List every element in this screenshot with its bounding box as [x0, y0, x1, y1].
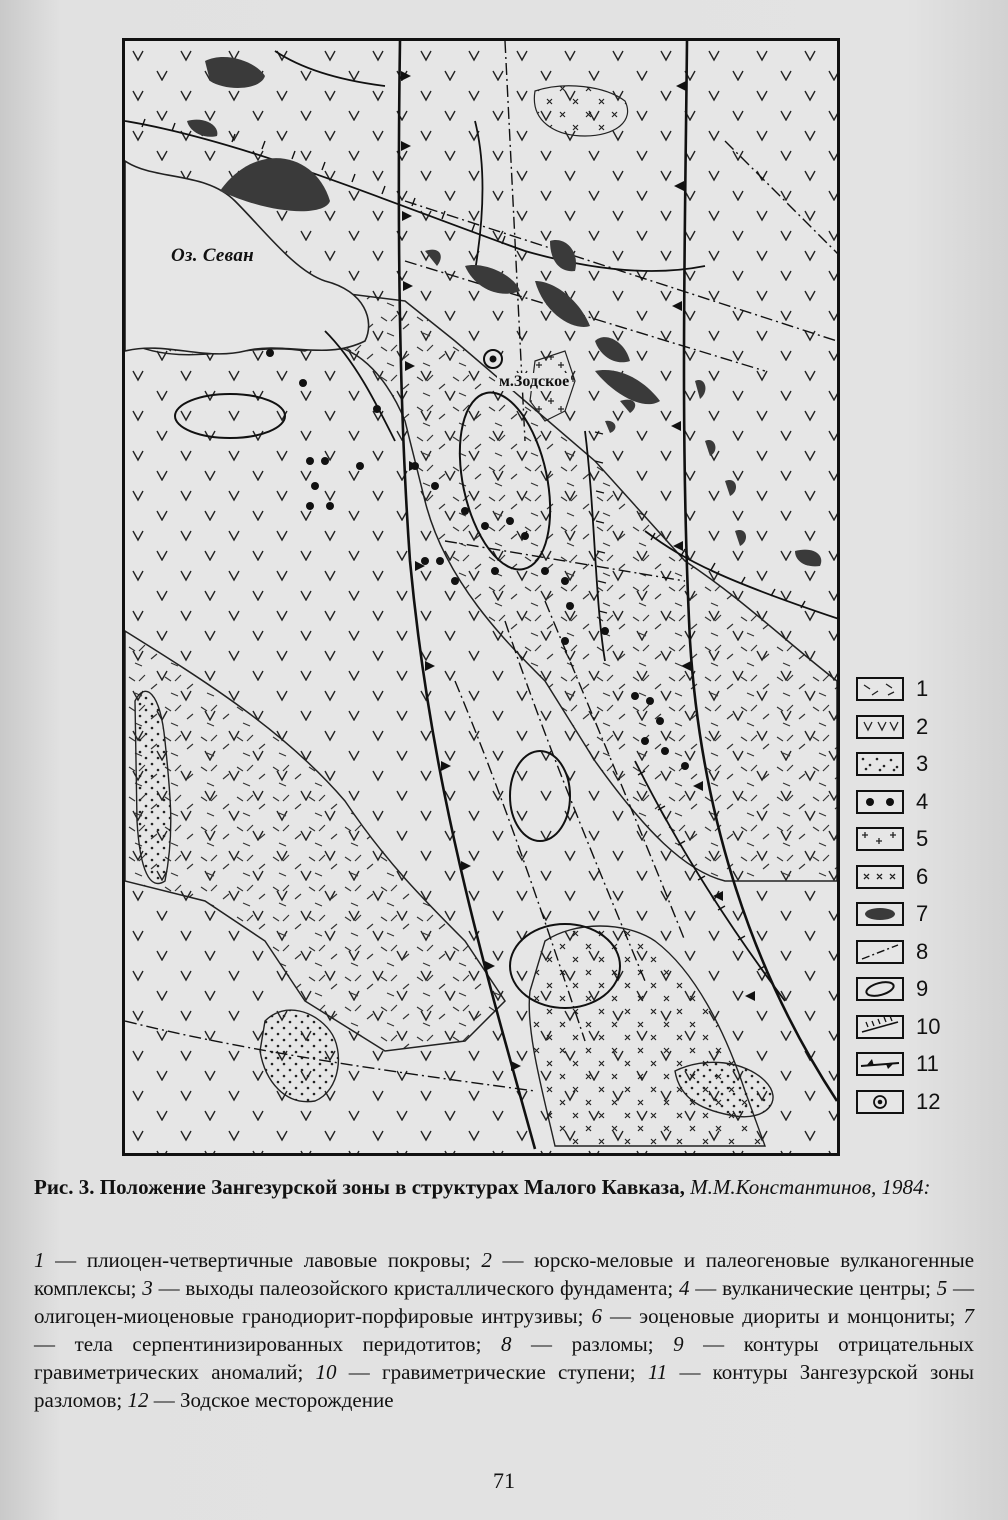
legend-item-4	[856, 787, 966, 825]
legend-item-12	[856, 1087, 966, 1125]
item-text: эоценовые диориты и монцониты;	[639, 1304, 956, 1328]
page-number: 71	[493, 1468, 515, 1493]
legend-item-2	[856, 712, 966, 750]
item-text: тела серпентинизированных перидотитов;	[74, 1332, 482, 1356]
map-legend	[856, 674, 966, 1124]
zod-deposit-label: м.Зодское	[499, 373, 570, 390]
item-number: 4	[679, 1276, 690, 1300]
legend-number: 10	[916, 1013, 941, 1039]
item-text: контуры отрицательных гравиметрических аномалий;	[34, 1332, 974, 1384]
item-number: 5	[936, 1276, 948, 1300]
legend-swatch-fault-zone	[856, 1052, 904, 1076]
legend-number: 11	[916, 1051, 939, 1076]
legend-swatch-peridotite	[856, 902, 904, 926]
geological-map	[122, 38, 840, 1156]
item-text: плиоцен-четвертичные лавовые покровы;	[86, 1248, 471, 1272]
map-drawing	[125, 41, 837, 1153]
legend-swatch-gravimetric-step	[856, 1015, 904, 1039]
legend-item-3	[856, 749, 966, 787]
legend-number: 3	[916, 751, 929, 776]
legend-item-5	[856, 824, 966, 862]
legend-number: 9	[916, 976, 929, 1001]
item-text: Зодское месторождение	[180, 1388, 394, 1412]
legend-item-6	[856, 862, 966, 900]
item-text: вулканические центры;	[722, 1276, 931, 1300]
legend-swatch-anomaly	[856, 977, 904, 1001]
legend-item-8	[856, 937, 966, 975]
legend-item-10	[856, 1012, 966, 1050]
legend-item-9	[856, 974, 966, 1012]
item-number: 1	[34, 1248, 45, 1272]
legend-number: 12	[916, 1088, 941, 1114]
item-text: контуры Зангезурской зоны разломов;	[34, 1360, 975, 1412]
legend-number: 1	[916, 676, 929, 701]
legend-number: 2	[916, 713, 929, 739]
legend-swatch-granodiorite	[856, 827, 904, 851]
item-text: разломы;	[571, 1332, 654, 1356]
item-text: олигоцен-миоценовые гранодиорит-порфировые интрузивы;	[34, 1304, 584, 1328]
item-number: 7	[963, 1304, 974, 1328]
caption-author: М.М.Константинов, 1984:	[690, 1175, 931, 1199]
figure-caption	[34, 1174, 974, 1200]
legend-item-11	[856, 1049, 966, 1087]
item-number: 12	[127, 1388, 149, 1412]
legend-swatch-basement	[856, 752, 904, 776]
item-number: 10	[315, 1360, 337, 1384]
item-number: 2	[481, 1248, 492, 1272]
legend-item-1	[856, 674, 966, 712]
legend-swatch-volcanic	[856, 715, 904, 739]
item-number: 9	[673, 1332, 684, 1356]
lake-sevan-label: Оз. Севан	[171, 245, 254, 266]
legend-number: 7	[916, 901, 929, 926]
item-text: гравиметрические ступени;	[381, 1360, 636, 1384]
legend-number: 8	[916, 938, 929, 964]
caption-title: Рис. 3. Положение Зангезурской зоны в структурах Малого Кавказа,	[34, 1175, 685, 1199]
legend-number: 5	[916, 826, 929, 851]
legend-number: 6	[916, 863, 929, 889]
item-number: 11	[647, 1360, 668, 1384]
legend-number: 4	[916, 788, 929, 814]
legend-item-7	[856, 899, 966, 937]
legend-swatch-deposit	[856, 1090, 904, 1114]
item-number: 8	[500, 1332, 512, 1356]
legend-swatch-diorite	[856, 865, 904, 889]
zod-deposit-marker	[484, 350, 502, 368]
legend-swatch-volcanic-centers	[856, 790, 904, 814]
item-text: юрско-меловые и палеогеновые вулканогенные комплексы;	[34, 1248, 975, 1300]
item-number: 3	[142, 1276, 153, 1300]
item-number: 6	[591, 1304, 602, 1328]
legend-swatch-lava	[856, 677, 904, 701]
caption-legend-text: 1 — плиоцен-четвертичные лавовые покровы; 2 — юрско-меловые и палеогеновые вулканогенные комплексы; 3 — выходы палеозойского кристаллического фундамента; 4 — вулканические центры; 5 — олигоцен-миоценовые гранодиорит-порфировые интрузивы; 6 — эоценовые диориты и монцониты; 7 — тела серпентинизированных перидотитов; 8 — разломы; 9 — контуры отрицательных гравиметрических аномалий; 10 — гравиметрические ступени; 11 — контуры Зангезурской зоны разломов; 12 — Зодское месторождение	[34, 1248, 975, 1412]
item-text: выходы палеозойского кристаллического фундамента;	[185, 1276, 674, 1300]
legend-swatch-fault	[856, 940, 904, 964]
